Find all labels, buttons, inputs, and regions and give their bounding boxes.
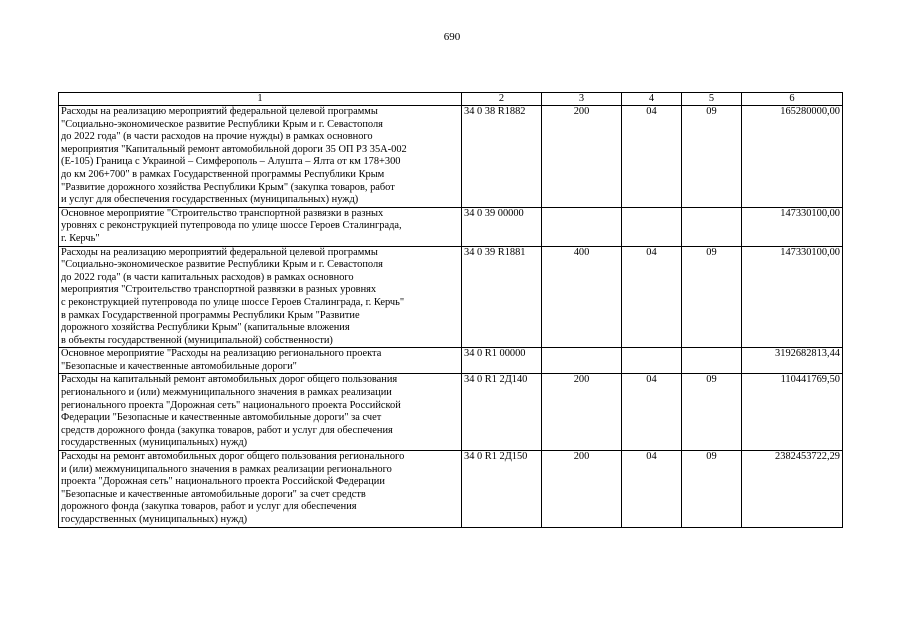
row-col4: 04 bbox=[622, 451, 682, 528]
header-col-2: 2 bbox=[462, 93, 542, 106]
row-amount: 3192682813,44 bbox=[742, 348, 843, 374]
row-code: 34 0 38 R1882 bbox=[462, 106, 542, 208]
table-row bbox=[59, 451, 843, 528]
row-amount: 147330100,00 bbox=[742, 246, 843, 348]
row-col4 bbox=[622, 348, 682, 374]
row-col3: 200 bbox=[542, 374, 622, 451]
row-description: Основное мероприятие "Расходы на реализацию регионального проекта "Безопасные и качественные автомобильные дороги" bbox=[59, 348, 462, 374]
header-col-3: 3 bbox=[542, 93, 622, 106]
row-code: 34 0 R1 2Д140 bbox=[462, 374, 542, 451]
table-row bbox=[59, 106, 843, 208]
row-description: Расходы на капитальный ремонт автомобильных дорог общего пользования регионального и (или) межмуниципального значения в рамках реализации регионального проекта "Дорожная сеть" национального проекта Российской Федерации "Безопасные и качественные автомобильные дороги" за счет средств дорожного фонда (закупка товаров, работ и услуг для обеспечения государственных (муниципальных) нужд) bbox=[59, 374, 462, 451]
row-col4 bbox=[622, 207, 682, 246]
row-amount: 147330100,00 bbox=[742, 207, 843, 246]
row-col3: 200 bbox=[542, 451, 622, 528]
table-row bbox=[59, 348, 843, 374]
header-col-5: 5 bbox=[682, 93, 742, 106]
row-col5: 09 bbox=[682, 374, 742, 451]
row-col5: 09 bbox=[682, 106, 742, 208]
table-row bbox=[59, 246, 843, 348]
row-col4: 04 bbox=[622, 246, 682, 348]
table-row bbox=[59, 207, 843, 246]
row-amount: 110441769,50 bbox=[742, 374, 843, 451]
row-description: Основное мероприятие "Строительство транспортной развязки в разных уровнях с реконструкцией путепровода по улице шоссе Героев Сталинграда, г. Керчь" bbox=[59, 207, 462, 246]
header-col-6: 6 bbox=[742, 93, 843, 106]
row-col3 bbox=[542, 207, 622, 246]
row-code: 34 0 39 R1881 bbox=[462, 246, 542, 348]
page-number: 690 bbox=[443, 31, 461, 43]
row-description: Расходы на реализацию мероприятий федеральной целевой программы "Социально-экономическое развитие Республики Крым и г. Севастополя до 2022 года" (в части расходов на прочие нужды) в рамках основного мероприятия "Капитальный ремонт автомобильной дороги 35 ОП РЗ 35А-002 (Е-105) Граница с Украиной – Симферополь – Алушта – Ялта от км 178+300 до км 206+700" в рамках Государственной программы Республики Крым "Развитие дорожного хозяйства Республики Крым" (закупка товаров, работ и услуг для обеспечения государственных (муниципальных) нужд) bbox=[59, 106, 462, 208]
row-col5: 09 bbox=[682, 246, 742, 348]
row-col5 bbox=[682, 207, 742, 246]
row-description: Расходы на реализацию мероприятий федеральной целевой программы "Социально-экономическое развитие Республики Крым и г. Севастополя до 2022 года" (в части капитальных расходов) в рамках основного мероприятия "Строительство транспортной развязки в разных уровнях с реконструкцией путепровода по улице шоссе Героев Сталинграда, г. Керчь" в рамках Государственной программы Республики Крым "Развитие дорожного хозяйства Республики Крым" (капитальные вложения в объекты государственной (муниципальной) собственности) bbox=[59, 246, 462, 348]
row-col5 bbox=[682, 348, 742, 374]
row-col4: 04 bbox=[622, 106, 682, 208]
header-col-4: 4 bbox=[622, 93, 682, 106]
table-row bbox=[59, 374, 843, 451]
row-amount: 2382453722,29 bbox=[742, 451, 843, 528]
row-code: 34 0 39 00000 bbox=[462, 207, 542, 246]
row-amount: 165280000,00 bbox=[742, 106, 843, 208]
row-code: 34 0 R1 00000 bbox=[462, 348, 542, 374]
row-col3: 200 bbox=[542, 106, 622, 208]
budget-table bbox=[58, 92, 843, 528]
row-col3: 400 bbox=[542, 246, 622, 348]
header-row bbox=[59, 93, 843, 106]
header-col-1: 1 bbox=[59, 93, 462, 106]
row-col5: 09 bbox=[682, 451, 742, 528]
row-code: 34 0 R1 2Д150 bbox=[462, 451, 542, 528]
row-col4: 04 bbox=[622, 374, 682, 451]
row-col3 bbox=[542, 348, 622, 374]
row-description: Расходы на ремонт автомобильных дорог общего пользования регионального и (или) межмуниципального значения в рамках реализации регионального проекта "Дорожная сеть" национального проекта Российской Федерации "Безопасные и качественные автомобильные дороги" за счет средств дорожного фонда (закупка товаров, работ и услуг для обеспечения государственных (муниципальных) нужд) bbox=[59, 451, 462, 528]
